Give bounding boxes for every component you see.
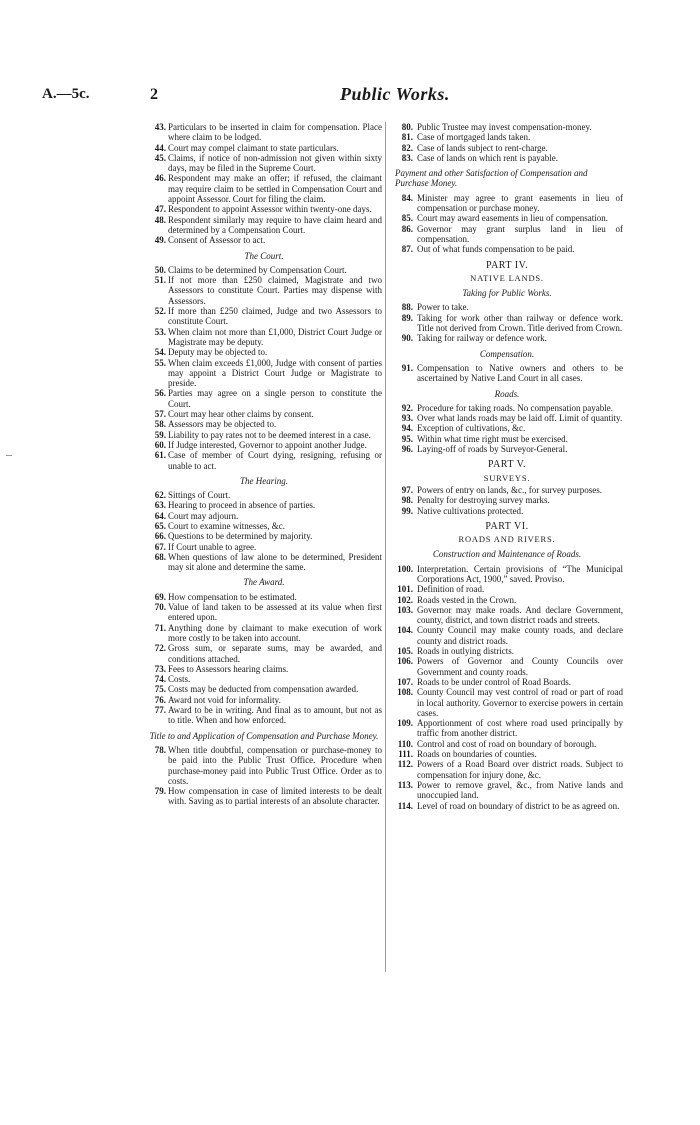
- section-text: Out of what funds compensation to be paid.: [417, 244, 575, 255]
- section-entry: [391, 564, 623, 585]
- section-number: 83.: [401, 152, 413, 163]
- section-text: Assessors may be objected to.: [168, 419, 277, 430]
- section-number: 110.: [397, 738, 413, 749]
- section-entry: [146, 327, 382, 348]
- section-number: 94.: [401, 423, 413, 434]
- page-title: Public Works.: [340, 84, 450, 104]
- section-entry: [146, 542, 382, 552]
- section-entry: [146, 684, 382, 694]
- section-entry: [391, 434, 623, 444]
- section-number: 43.: [154, 122, 166, 132]
- section-text: Gross sum, or separate sums, may be awarded, and conditions attached.: [168, 643, 382, 664]
- section-number: 67.: [154, 541, 166, 552]
- section-text: Respondent may make an offer; if refused, the claimant may require claim to be settled in Compensation Court and appoint Assessor. Court for filing the claim.: [168, 173, 382, 205]
- section-entry: [146, 500, 382, 510]
- section-number: 76.: [154, 694, 166, 705]
- section-text: County Council may vest control of road or part of road in local authority. Governor to exercise powers in certain cases.: [417, 687, 623, 718]
- section-entry: [146, 430, 382, 440]
- section-text: Consent of Assessor to act.: [168, 235, 266, 246]
- section-heading: Title to and Application of Compensation and Purchase Money.: [149, 730, 379, 741]
- section-number: 95.: [401, 433, 413, 444]
- section-entry: [146, 409, 382, 419]
- section-entry: [391, 313, 623, 334]
- section-entry: [391, 595, 623, 605]
- section-number: 52.: [154, 306, 166, 317]
- section-text: Case of lands on which rent is payable.: [417, 152, 558, 163]
- section-number: 89.: [401, 312, 413, 323]
- section-heading: Roads.: [494, 388, 520, 399]
- section-number: 114.: [397, 800, 413, 811]
- section-entry: [146, 347, 382, 357]
- section-number: 62.: [154, 490, 166, 501]
- section-text: Case of mortgaged lands taken.: [417, 132, 531, 143]
- section-number: 44.: [154, 142, 166, 153]
- section-text: Roads vested in the Crown.: [417, 594, 517, 605]
- section-heading: Compensation.: [479, 348, 535, 359]
- section-entry: [146, 235, 382, 245]
- section-number: 77.: [154, 705, 166, 716]
- section-entry: [146, 511, 382, 521]
- section-entry: [146, 143, 382, 153]
- section-entry: [391, 302, 623, 312]
- section-entry: [146, 745, 382, 786]
- section-entry: [391, 224, 623, 245]
- section-heading: The Court.: [244, 250, 284, 261]
- section-text: Powers of entry on lands, &c., for survey purposes.: [417, 484, 602, 495]
- section-text: How compensation to be estimated.: [168, 591, 297, 602]
- section-text: Award to be in writing. And final as to amount, but not as to title. When and how enforced.: [168, 705, 382, 726]
- section-text: Court to examine witnesses, &c.: [168, 520, 285, 531]
- section-heading: The Award.: [243, 577, 285, 588]
- section-number: 85.: [401, 213, 413, 224]
- section-entry: [146, 695, 382, 705]
- section-entry: [391, 122, 623, 132]
- section-entry: [146, 664, 382, 674]
- section-text: Parties may agree on a single person to constitute the Court.: [168, 388, 382, 409]
- section-text: When title doubtful, compensation or purchase-money to be paid into the Public Trust Office. Procedure when purchase-money paid into Public Trust Office. Order as to costs.: [168, 744, 382, 786]
- section-number: 108.: [397, 687, 413, 698]
- section-text: Hearing to proceed in absence of parties.: [168, 500, 316, 511]
- section-text: Taking for railway or defence work.: [417, 333, 547, 344]
- section-number: 109.: [397, 718, 413, 729]
- section-text: How compensation in case of limited interests to be dealt with. Saving as to partial interests of an absolute character.: [168, 786, 382, 807]
- section-text: Deputy may be objected to.: [168, 347, 268, 358]
- section-number: 99.: [401, 505, 413, 516]
- section-text: County Council may make county roads, and declare county and district roads.: [417, 625, 623, 646]
- section-text: If more than £250 claimed, Judge and two Assessors to constitute Court.: [168, 306, 382, 327]
- section-entry: [146, 215, 382, 236]
- section-entry: [391, 759, 623, 780]
- section-entry: [391, 749, 623, 759]
- section-text: Power to take.: [417, 302, 469, 313]
- section-number: 57.: [154, 409, 166, 420]
- section-number: 53.: [154, 326, 166, 337]
- section-text: Anything done by claimant to make execution of work more costly to be taken into account.: [168, 622, 382, 643]
- section-number: 46.: [154, 173, 166, 184]
- section-number: 66.: [154, 531, 166, 542]
- section-entry: [391, 584, 623, 594]
- section-text: Respondent similarly may require to have claim heard and determined by a Compensation Court.: [168, 214, 382, 235]
- section-entry: [146, 643, 382, 664]
- section-entry: [391, 333, 623, 343]
- section-number: 50.: [154, 264, 166, 275]
- section-number: 88.: [401, 302, 413, 313]
- margin-mark: [6, 455, 12, 456]
- section-entry: [391, 801, 623, 811]
- section-text: Taking for work other than railway or defence work. Title not derived from Crown. Title derived from Crown.: [417, 312, 623, 334]
- section-entry: [391, 646, 623, 656]
- section-number: 54.: [154, 347, 166, 358]
- section-entry: [391, 143, 623, 153]
- section-number: 78.: [154, 744, 166, 755]
- page-header: [0, 86, 700, 112]
- section-text: Respondent to appoint Assessor within twenty-one days.: [168, 204, 372, 215]
- section-number: 63.: [154, 500, 166, 511]
- section-number: 97.: [401, 484, 413, 495]
- section-number: 101.: [397, 584, 413, 595]
- section-entry: [146, 552, 382, 573]
- section-number: 69.: [154, 591, 166, 602]
- section-text: Interpretation. Certain provisions of “The Municipal Corporations Act, 1900,” saved. Proviso.: [417, 563, 623, 584]
- column-divider: [385, 122, 386, 972]
- part-subtitle: ROADS AND RIVERS.: [458, 534, 556, 545]
- part-subtitle: SURVEYS.: [483, 472, 531, 483]
- section-number: 82.: [401, 142, 413, 153]
- section-entry: [146, 531, 382, 541]
- section-entry: [391, 495, 623, 505]
- section-text: Public Trustee may invest compensation-money.: [417, 122, 592, 132]
- section-entry: [391, 244, 623, 254]
- section-text: Award not void for informality.: [168, 694, 281, 705]
- section-text: Court may award easements in lieu of compensation.: [417, 213, 608, 224]
- section-entry: [146, 623, 382, 644]
- section-number: 93.: [401, 413, 413, 424]
- section-number: 96.: [401, 444, 413, 455]
- section-number: 56.: [154, 388, 166, 399]
- section-number: 104.: [397, 625, 413, 636]
- section-text: Roads on boundaries of counties.: [417, 749, 537, 760]
- section-text: Native cultivations protected.: [417, 505, 524, 516]
- section-entry: [146, 388, 382, 409]
- section-entry: [146, 275, 382, 306]
- section-number: 105.: [397, 646, 413, 657]
- section-text: Penalty for destroying survey marks.: [417, 495, 550, 506]
- section-text: Apportionment of cost where road used principally by traffic from another district.: [417, 718, 623, 739]
- section-number: 58.: [154, 419, 166, 430]
- section-text: Costs.: [168, 674, 191, 685]
- section-text: Laying-off of roads by Surveyor-General.: [417, 444, 568, 455]
- section-text: Case of lands subject to rent-charge.: [417, 142, 548, 153]
- left-column: [146, 122, 382, 807]
- section-entry: [391, 485, 623, 495]
- section-entry: [391, 605, 623, 626]
- section-text: Particulars to be inserted in claim for compensation. Place where claim to be lodged.: [168, 122, 382, 143]
- section-number: 86.: [401, 223, 413, 234]
- section-text: Roads in outlying districts.: [417, 646, 515, 657]
- section-number: 74.: [154, 674, 166, 685]
- section-number: 103.: [397, 604, 413, 615]
- section-text: Exception of cultivations, &c.: [417, 423, 526, 434]
- section-text: Control and cost of road on boundary of borough.: [417, 738, 597, 749]
- section-number: 68.: [154, 551, 166, 562]
- section-entry: [146, 705, 382, 726]
- part-title: PART IV.: [485, 259, 529, 271]
- section-text: Questions to be determined by majority.: [168, 531, 313, 542]
- section-number: 70.: [154, 602, 166, 613]
- section-number: 113.: [397, 779, 413, 790]
- section-number: 81.: [401, 132, 413, 143]
- section-number: 55.: [154, 357, 166, 368]
- section-text: Roads to be under control of Road Boards.: [417, 676, 571, 687]
- section-number: 112.: [397, 759, 413, 770]
- section-entry: [146, 173, 382, 204]
- section-number: 91.: [401, 362, 413, 373]
- section-entry: [146, 521, 382, 531]
- section-number: 65.: [154, 520, 166, 531]
- section-entry: [391, 656, 623, 677]
- section-number: 45.: [154, 152, 166, 163]
- section-text: Case of member of Court dying, resigning, refusing or unable to act.: [168, 450, 382, 471]
- section-text: When claim exceeds £1,000, Judge with consent of parties may appoint a District Court Judge or Magistrate to preside.: [168, 357, 382, 389]
- section-number: 47.: [154, 204, 166, 215]
- section-entry: [146, 602, 382, 623]
- part-title: PART VI.: [485, 520, 529, 532]
- section-entry: [146, 592, 382, 602]
- section-text: Procedure for taking roads. No compensation payable.: [417, 402, 613, 413]
- section-entry: [146, 450, 382, 471]
- section-number: 49.: [154, 235, 166, 246]
- section-entry: [391, 423, 623, 433]
- part-subtitle: NATIVE LANDS.: [470, 272, 544, 283]
- section-number: 64.: [154, 510, 166, 521]
- section-entry: [391, 687, 623, 718]
- section-number: 106.: [397, 656, 413, 667]
- section-number: 59.: [154, 429, 166, 440]
- section-text: Fees to Assessors hearing claims.: [168, 663, 289, 674]
- section-heading: Payment and other Satisfaction of Compensation and Purchase Money.: [395, 168, 588, 189]
- section-text: Within what time right must be exercised.: [417, 433, 568, 444]
- section-number: 107.: [397, 676, 413, 687]
- section-text: Power to remove gravel, &c., from Native lands and unoccupied land.: [417, 779, 623, 801]
- section-text: Court may compel claimant to state particulars.: [168, 142, 339, 153]
- section-entry: [146, 674, 382, 684]
- section-number: 60.: [154, 439, 166, 450]
- section-text: Costs may be deducted from compensation awarded.: [168, 684, 359, 695]
- section-number: 73.: [154, 663, 166, 674]
- section-number: 92.: [401, 402, 413, 413]
- section-number: 72.: [154, 643, 166, 654]
- section-entry: [391, 413, 623, 423]
- section-entry: [146, 204, 382, 214]
- section-number: 84.: [401, 192, 413, 203]
- section-text: Over what lands roads may be laid off. Limit of quantity.: [417, 413, 623, 424]
- section-entry: [391, 739, 623, 749]
- section-text: Minister may agree to grant easements in lieu of compensation or purchase money.: [417, 192, 623, 214]
- section-text: Value of land taken to be assessed at its value when first entered upon.: [168, 602, 382, 623]
- right-column: [391, 122, 623, 811]
- section-number: 111.: [398, 749, 413, 760]
- section-entry: [391, 213, 623, 223]
- document-reference: A.—5c.: [42, 86, 90, 102]
- section-entry: [146, 786, 382, 807]
- section-number: 48.: [154, 214, 166, 225]
- section-entry: [391, 193, 623, 214]
- section-entry: [146, 358, 382, 389]
- section-text: Governor may grant surplus land in lieu of compensation.: [417, 223, 623, 244]
- section-number: 71.: [154, 622, 166, 633]
- section-number: 100.: [397, 563, 413, 574]
- section-entry: [391, 780, 623, 801]
- section-text: When claim not more than £1,000, District Court Judge or Magistrate may be deputy.: [168, 326, 382, 347]
- section-text: Compensation to Native owners and others to be ascertained by Native Land Court in all cases.: [417, 362, 623, 384]
- section-number: 102.: [397, 594, 413, 605]
- section-number: 90.: [401, 333, 413, 344]
- section-entry: [146, 265, 382, 275]
- section-number: 80.: [401, 122, 413, 132]
- section-entry: [146, 419, 382, 429]
- section-text: Powers of Governor and County Councils over Government and county roads.: [417, 656, 623, 677]
- page-number: 2: [150, 86, 158, 103]
- section-text: If Judge interested, Governor to appoint another Judge.: [168, 439, 367, 450]
- section-entry: [391, 132, 623, 142]
- section-entry: [146, 122, 382, 143]
- section-entry: [146, 490, 382, 500]
- section-text: Claims to be determined by Compensation Court.: [168, 264, 347, 275]
- section-entry: [146, 440, 382, 450]
- section-heading: The Hearing.: [240, 475, 288, 486]
- section-text: Court may hear other claims by consent.: [168, 409, 314, 420]
- section-number: 98.: [401, 495, 413, 506]
- part-title: PART V.: [487, 459, 527, 471]
- section-heading: Construction and Maintenance of Roads.: [432, 549, 582, 560]
- section-text: Sittings of Court.: [168, 490, 231, 501]
- section-number: 51.: [154, 275, 166, 286]
- section-entry: [391, 677, 623, 687]
- section-entry: [391, 718, 623, 739]
- section-number: 79.: [154, 786, 166, 797]
- section-entry: [146, 153, 382, 174]
- section-number: 87.: [401, 244, 413, 255]
- section-entry: [391, 506, 623, 516]
- section-text: Claims, if notice of non-admission not given within sixty days, may be filed in the Supreme Court.: [168, 152, 382, 174]
- section-text: If Court unable to agree.: [168, 541, 257, 552]
- section-text: Court may adjourn.: [168, 510, 239, 521]
- section-entry: [391, 363, 623, 384]
- section-number: 61.: [154, 450, 166, 461]
- section-text: Level of road on boundary of district to be as agreed on.: [417, 800, 620, 811]
- section-text: Governor may make roads. And declare Government, county, district, and town district roads and streets.: [417, 604, 623, 626]
- section-text: Definition of road.: [417, 584, 485, 595]
- section-heading: Taking for Public Works.: [462, 288, 552, 299]
- section-text: When questions of law alone to be determined, President may sit alone and determine the same.: [168, 551, 382, 573]
- section-entry: [391, 444, 623, 454]
- section-text: Powers of a Road Board over district roads. Subject to compensation for injury done, &c.: [417, 759, 623, 780]
- section-text: If not more than £250 claimed, Magistrate and two Assessors to constitute Court. Parties may dispense with Assessors.: [168, 275, 382, 306]
- section-text: Liability to pay rates not to be deemed interest in a case.: [168, 429, 371, 440]
- section-entry: [391, 625, 623, 646]
- section-entry: [391, 153, 623, 163]
- section-number: 75.: [154, 684, 166, 695]
- section-entry: [391, 403, 623, 413]
- section-entry: [146, 306, 382, 327]
